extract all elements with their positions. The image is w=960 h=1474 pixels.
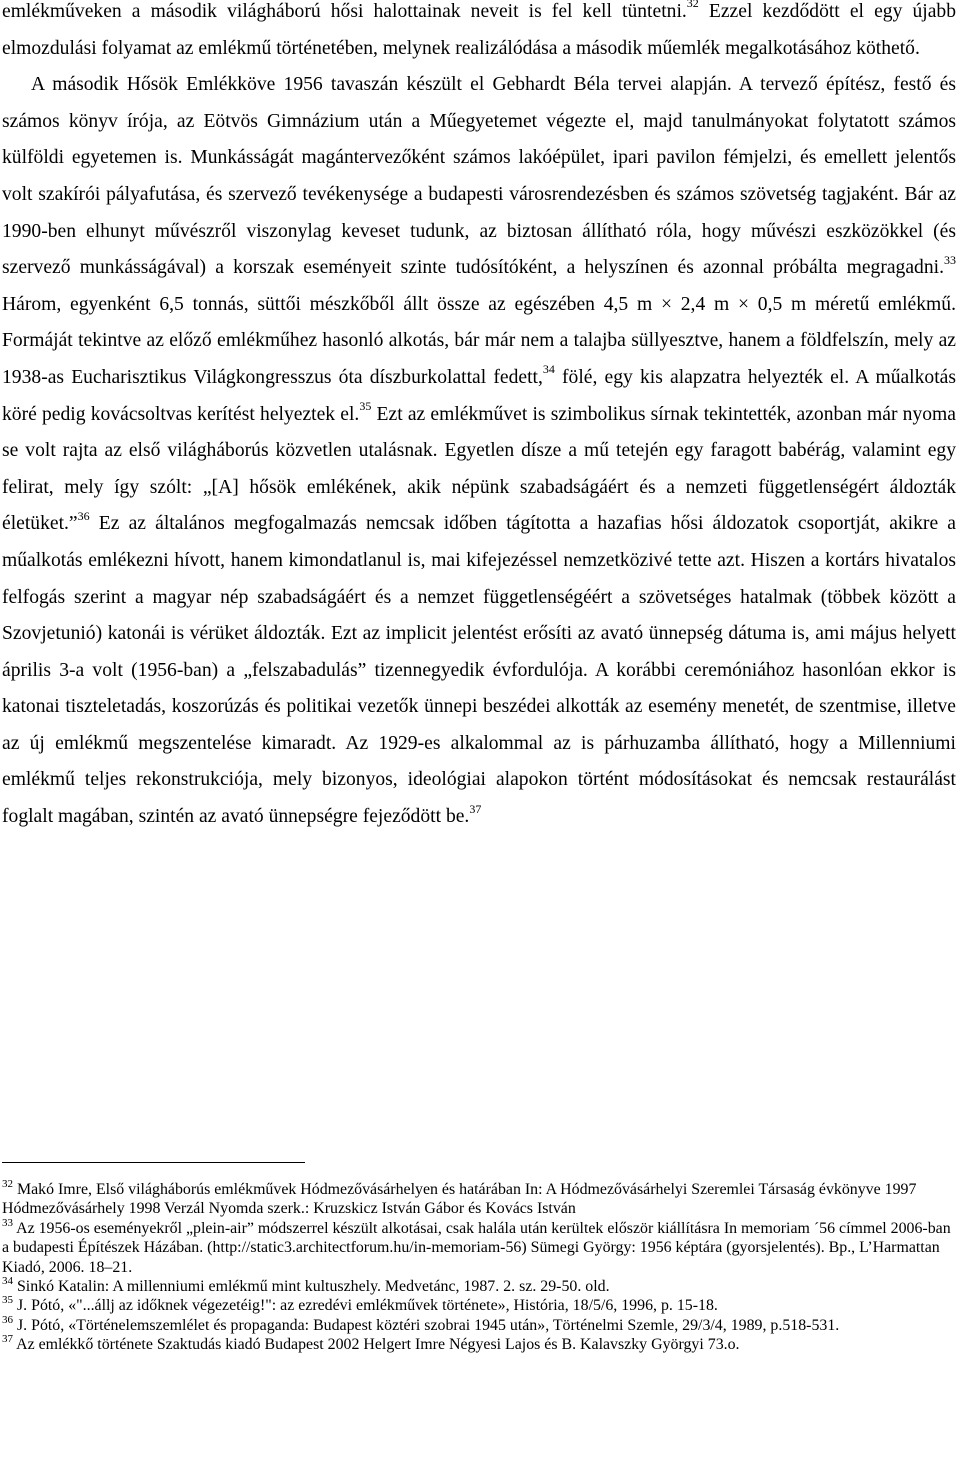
footnote-32 xyxy=(2,1177,952,1219)
footnote-ref-35[interactable]: 35 xyxy=(359,399,372,413)
paragraph-text: A második Hősök Emlékköve 1956 tavaszán készült el Gebhardt Béla tervei alapján. A tervező építész, festő és számos könyv írója, az Eötvös Gimnázium után a Műegyetemet végezte el, majd tanulmányokat folytatott számos külföldi egyetemen is. Munkásságát magántervezőként számos lakóépület, ipari pavilon fémjelzi, és emellett jelentős volt szakírói pályafutása, és szervező tevékenysége a budapesti városrendezésben és számos szövetség tagjaként. Bár az 1990-ben elhunyt művészről viszonylag keveset tudunk, az biztosan állítható róla, hogy művészi eszközökkel (és szervező munkásságával) a korszak eseményeit szinte tudósítóként, a helyszínen és azonnal próbálta megragadni. xyxy=(2,74,956,279)
footnote-35 xyxy=(2,1296,952,1315)
footnote-text: Sinkó Katalin: A millenniumi emlékmű mint kultuszhely. Medvetánc, 1987. 2. sz. 29-50. old. xyxy=(13,1278,610,1296)
footnote-number: 33 xyxy=(2,1216,13,1229)
footnotes xyxy=(2,1177,952,1355)
footnote-ref-32[interactable]: 32 xyxy=(686,0,699,11)
footnote-33 xyxy=(2,1216,952,1277)
footnote-number: 35 xyxy=(2,1294,13,1307)
body-text xyxy=(2,0,956,836)
footnote-number: 34 xyxy=(2,1274,13,1287)
paragraph-text: Ez az általános megfogalmazás nemcsak időben tágította a hazafias hősi áldozatok csoportját, akikre a műalkotás emlékezni hívott, hanem kimondatlanul is, mai kifejezéssel nemzetközivé tette azt. Hiszen a kortárs hivatalos felfogás szerint a magyar nép szabadságáért és a nemzet függetlenségéért a szövetséges hatalmak (többek között a Szovjetunió) katonái is vérüket áldozták. Ezt az implicit jelentést erősíti az avató ünnepség dátuma is, ami május helyett április 3-a volt (1956-ban) a „felszabadulás” tizennegyedik évfordulója. A korábbi ceremóniához hasonlóan ekkor is katonai tiszteletadás, koszorúzás és politikai vezetők ünnepi beszédei alkották az esemény menetét, de szentmise, illetve az új emlékmű megszentelése kimaradt. Az 1929-es alkalommal az is párhuzamba állítható, hogy a Millenniumi emlékmű teljes rekonstrukciója, mely bizonyos, ideológiai alapokon történt módosításokat és nemcsak restaurálást foglalt magában, szintén az avató ünnepségre fejeződött be. xyxy=(2,513,956,828)
footnote-ref-36[interactable]: 36 xyxy=(77,508,90,523)
footnote-text: Az 1956-os eseményekről „plein-air” módszerrel készült alkotásai, csak halála után kerültek először kiállításra In memoriam ´56 címmel 2006-ban a budapesti Építészek Házában. (http://static3.architectforum.hu/in-memoriam-56) Sümegi György: 1956 képtára (gyorsjelentés). Bp., L’Harmattan Kiadó, 2006. 18–21. xyxy=(2,1219,951,1276)
footnote-text: J. Pótó, «"...állj az időknek végezetéig!": az ezredévi emlékművek története», História, 18/5/6, 1996, p. 15-18. xyxy=(13,1297,718,1315)
paragraph-text: emlékműveken a második világháború hősi halottainak neveit is fel kell tüntetni. xyxy=(2,1,687,22)
paragraph-1 xyxy=(2,0,956,67)
footnote-34 xyxy=(2,1274,952,1296)
footnote-number: 32 xyxy=(2,1177,13,1190)
footnote-text: Az emlékkő története Szaktudás kiadó Budapest 2002 Helgert Imre Négyesi Lajos és B. Kalavszky Györgyi 73.o. xyxy=(13,1336,740,1354)
paragraph-2 xyxy=(2,67,956,835)
footnote-number: 37 xyxy=(2,1332,13,1345)
paragraph-text: Ezzel kezdődött el egy újabb elmozdulási folyamat az emlékmű történetében, melynek realizálódása a második műemlék megalkotásához köthető. xyxy=(2,1,956,59)
footnote-ref-33[interactable]: 33 xyxy=(944,252,956,267)
footnote-36 xyxy=(2,1313,952,1335)
footnote-separator xyxy=(2,1162,305,1163)
footnote-37 xyxy=(2,1332,952,1354)
footnote-text: Makó Imre, Első világháborús emlékművek Hódmezővásárhelyen és határában In: A Hódmezővásárhelyi Szeremlei Társaság évkönyve 1997 Hódmezővásárhely 1998 Verzál Nyomda szerk.: Kruzskicz István Gábor és Kovács István xyxy=(2,1181,917,1218)
paragraph-text: Ezt az emlékművet is szimbolikus sírnak tekintették, azonban már nyoma se volt rajta az első világháborús közvetlen utalásnak. Egyetlen dísze a mű tetején egy faragott babérág, valamint egy felirat, mely így szólt: „[A] hősök emlékének, akik népünk szabadságáért és a nemzeti függetlenségért áldozták életüket.” xyxy=(2,403,956,535)
footnote-text: J. Pótó, «Történelemszemlélet és propaganda: Budapest köztéri szobrai 1945 után», Történelmi Szemle, 29/3/4, 1989, p.518-531. xyxy=(13,1316,840,1334)
paragraph-text: fölé, egy kis alapzatra helyezték el. A műalkotás köré pedig kovácsoltvas kerítést helyeztek el. xyxy=(2,366,956,425)
footnote-number: 36 xyxy=(2,1313,13,1326)
footnote-ref-34[interactable]: 34 xyxy=(542,362,555,377)
footnote-ref-37[interactable]: 37 xyxy=(469,801,482,816)
paragraph-text: Három, egyenként 6,5 tonnás, süttői mészkőből állt össze az egészében 4,5 m × 2,4 m × 0,5 m méretű emlékmű. Formáját tekintve az előző emlékműhez hasonló alkotás, bár már nem a talajba süllyesztve, hanem a földfelszín, mely az 1938-as Eucharisztikus Világkongresszus óta díszburkolattal fedett, xyxy=(2,293,956,388)
